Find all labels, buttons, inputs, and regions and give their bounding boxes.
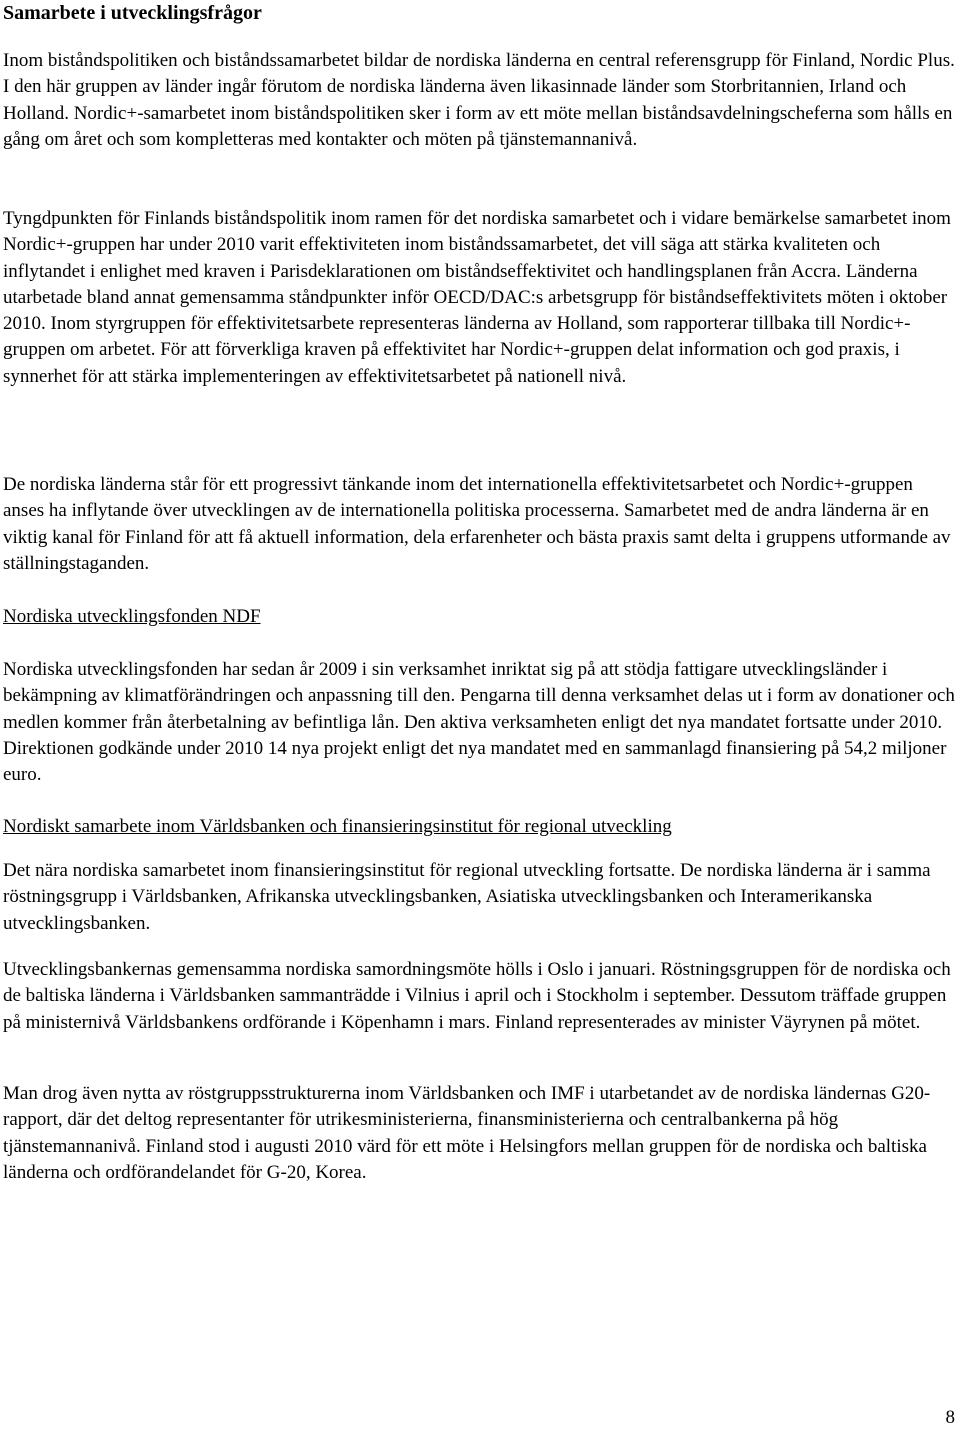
paragraph-bank-cooperation: Det nära nordiska samarbetet inom finansieringsinstitut för regional utveckling fortsatte. De nordiska länderna är i samma röstningsgrupp i Världsbanken, Afrikanska utvecklingsbanken, Asiatiska utvecklingsbanken och Interamerikanska utvecklingsbanken. (3, 860, 931, 934)
subheading-ndf: Nordiska utvecklingsfonden NDF (3, 606, 261, 627)
page-number: 8 (945, 1407, 955, 1428)
paragraph-bank-meetings: Utvecklingsbankernas gemensamma nordiska samordningsmöte hölls i Oslo i januari. Röstningsgruppen för de nordiska och de baltiska länderna i Världsbanken sammanträdde i Vilnius i april och i Stockholm i september. Dessutom träffade gruppen på ministernivå Världsbankens ordförande i Köpenhamn i mars. Finland representerades av minister Väyrynen på mötet. (3, 959, 951, 1033)
paragraph-nordic-plus: Inom biståndspolitiken och biståndssamarbetet bildar de nordiska länderna en central referensgrupp för Finland, Nordic Plus. I den här gruppen av länder ingår förutom de nordiska länderna även likasinnade länder som Storbritannien, Irland och Holland. Nordic+-samarbetet inom biståndspolitiken sker i form av ett möte mellan biståndsavdelningscheferna som hålls en gång om året och som kompletteras med kontakter och möten på tjänstemannanivå. (3, 50, 955, 150)
section-heading: Samarbete i utvecklingsfrågor (3, 2, 262, 24)
paragraph-ndf: Nordiska utvecklingsfonden har sedan år 2009 i sin verksamhet inriktat sig på att stödja fattigare utvecklingsländer i bekämpning av klimatförändringen och anpassning till den. Pengarna till denna verksamhet delas ut i form av donationer och medlen kommer från återbetalning av befintliga lån. Den aktiva verksamheten enligt det nya mandatet fortsatte under 2010. Direktionen godkände under 2010 14 nya projekt enligt det nya mandatet med en sammanlagd finansiering på 54,2 miljoner euro. (3, 659, 955, 786)
paragraph-effectiveness: Tyngdpunkten för Finlands biståndspolitik inom ramen för det nordiska samarbetet och i vidare bemärkelse samarbetet inom Nordic+-gruppen har under 2010 varit effektiviteten inom biståndssamarbetet, det vill säga att stärka kvaliteten och inflytandet i enlighet med kraven i Parisdeklarationen om biståndseffektivitet och handlingsplanen från Accra. Länderna utarbetade bland annat gemensamma ståndpunkter inför OECD/DAC:s arbetsgrupp för biståndseffektivitets möten i oktober 2010. Inom styrgruppen för effektivitetsarbete representeras länderna av Holland, som rapporterar tillbaka till Nordic+-gruppen om arbetet. För att förverkliga kraven på effektivitet har Nordic+-gruppen delat information och god praxis, i synnerhet för att stärka implementeringen av effektivitetsarbetet på nationell nivå. (3, 208, 951, 387)
subheading-world-bank: Nordiskt samarbete inom Världsbanken och finansieringsinstitut för regional utveckling (3, 816, 672, 837)
paragraph-progressive: De nordiska länderna står för ett progressivt tänkande inom det internationella effektivitetsarbetet och Nordic+-gruppen anses ha inflytande över utvecklingen av de internationella politiska processerna. Samarbetet med de andra länderna är en viktig kanal för Finland för att få aktuell information, dela erfarenheter och bästa praxis samt delta i gruppens utformande av ställningstaganden. (3, 474, 951, 574)
paragraph-g20-report: Man drog även nytta av röstgruppsstrukturerna inom Världsbanken och IMF i utarbetandet av de nordiska ländernas G20-rapport, där det deltog representanter för utrikesministerierna, finansministerierna och centralbankerna på hög tjänstemannanivå. Finland stod i augusti 2010 värd för ett möte i Helsingfors mellan gruppen för de nordiska och baltiska länderna och ordförandelandet för G-20, Korea. (3, 1083, 931, 1183)
